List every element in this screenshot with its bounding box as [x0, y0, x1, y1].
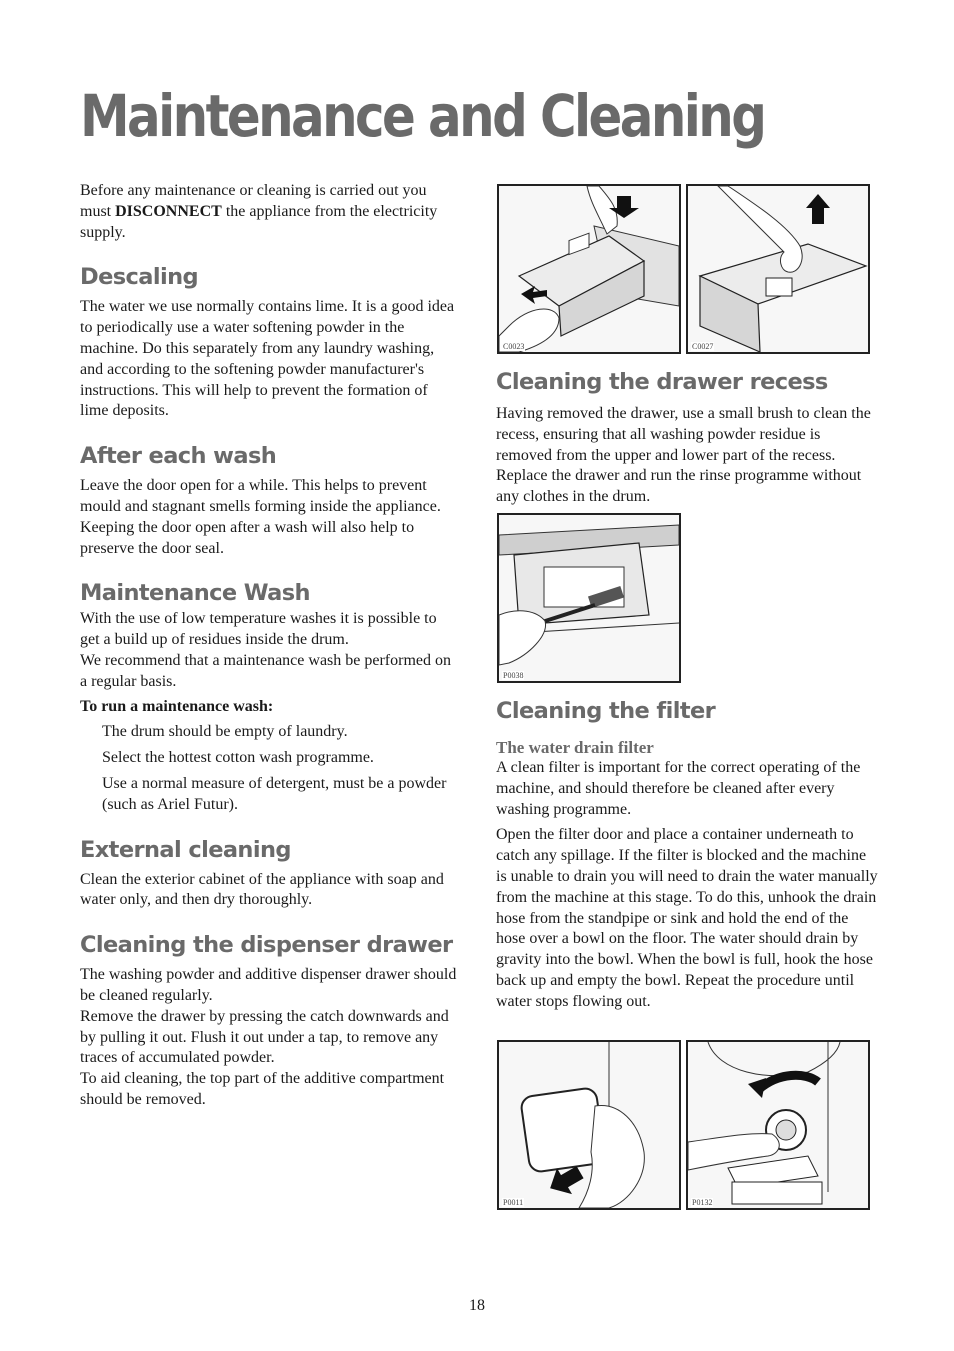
intro-text-end: the appliance from the electricity supply. [80, 202, 438, 241]
figure-code: C0023 [503, 342, 525, 351]
figure-code: C0027 [692, 342, 714, 351]
left-column [80, 181, 460, 1111]
figure-code: P0132 [692, 1198, 713, 1207]
external-cleaning-heading: External cleaning [80, 836, 291, 863]
maintenance-step: The drum should be empty of laundry. [102, 723, 348, 741]
maintenance-wash-body-2: We recommend that a maintenance wash be performed on a regular basis. [80, 651, 451, 690]
intro-text-start: Before any maintenance or cleaning is carried out you must [80, 182, 427, 220]
maintenance-wash-heading: Maintenance Wash [80, 580, 310, 607]
recess-brush-illustration [497, 513, 681, 683]
figure-code: P0038 [503, 671, 524, 680]
drawer-pull-drawing [499, 186, 679, 352]
cleaning-filter-heading: Cleaning the filter [496, 698, 716, 724]
after-wash-body: Leave the door open for a while. This helps to prevent mould and stagnant smells forming inside the appliance. Keeping the door open after a wash will also help to preserve the door seal. [80, 477, 441, 557]
recess-brush-drawing [499, 515, 679, 681]
disconnect-emphasis: DISCONNECT [115, 202, 222, 220]
drawer-pull-illustration [497, 184, 681, 354]
intro-paragraph [80, 181, 460, 243]
drawer-lift-illustration [686, 184, 870, 354]
maintenance-step: Select the hottest cotton wash programme. [102, 749, 374, 767]
dispenser-body-2: Remove the drawer by pressing the catch downwards and by pulling it out. Flush it out under a tap, to remove any traces of accumulated powder. [80, 1007, 449, 1067]
maintenance-wash-lead: To run a maintenance wash: [80, 697, 274, 715]
filter-unscrew-illustration [686, 1040, 870, 1210]
drawer-recess-body: Having removed the drawer, use a small brush to clean the recess, ensuring that all washing powder residue is removed from the upper and lower part of the recess. Replace the drawer and run the rinse programme without any clothes in the drum. [496, 405, 871, 506]
maintenance-wash-body-1: With the use of low temperature washes it is possible to get a build up of residues inside the drum. [80, 610, 437, 649]
dispenser-body-3: To aid cleaning, the top part of the additive compartment should be removed. [80, 1070, 445, 1108]
drawer-lift-drawing [688, 186, 868, 352]
filter-door-illustration [497, 1040, 681, 1210]
descaling-body: The water we use normally contains lime. It is a good idea to periodically use a water softening powder in the machine. Do this separately from any laundry washing, and according to the softening powder manufacturer's instructions. This will help to prevent the formation of lime deposits. [80, 298, 455, 420]
after-wash-heading: After each wash [80, 443, 277, 470]
dispenser-drawer-heading: Cleaning the dispenser drawer [80, 932, 453, 959]
figure-code: P0011 [503, 1198, 524, 1207]
filter-door-drawing [499, 1042, 679, 1208]
drawer-recess-heading: Cleaning the drawer recess [496, 369, 828, 395]
filter-body-1: A clean filter is important for the correct operating of the machine, and should therefore be cleaned after every washing programme. [496, 759, 861, 818]
drain-filter-subheading: The water drain filter [496, 738, 654, 757]
filter-section [496, 697, 880, 1013]
filter-body-2: Open the filter door and place a container underneath to catch any spillage. If the filter is blocked and the machine is unable to drain you will need to drain the water manually from the machine at this stage. To do this, unhook the drain hose from the standpipe or sink and hold the end of the hose over a bowl on the floor. The water should drain by gravity into the bowl. When the bowl is full, hook the hose back up and empty the bowl. Repeat the procedure until water stops flowing out. [496, 826, 878, 1010]
dispenser-body-1: The washing powder and additive dispenser drawer should be cleaned regularly. [80, 966, 457, 1004]
page-number: 18 [469, 1297, 485, 1314]
page-title: Maintenance and Cleaning [80, 82, 765, 150]
external-cleaning-body: Clean the exterior cabinet of the appliance with soap and water only, and then dry thoroughly. [80, 870, 444, 909]
filter-unscrew-drawing [688, 1042, 868, 1208]
descaling-heading: Descaling [80, 264, 198, 291]
recess-section [496, 368, 880, 508]
maintenance-step: Use a normal measure of detergent, must be a powder (such as Ariel Futur). [102, 774, 447, 813]
